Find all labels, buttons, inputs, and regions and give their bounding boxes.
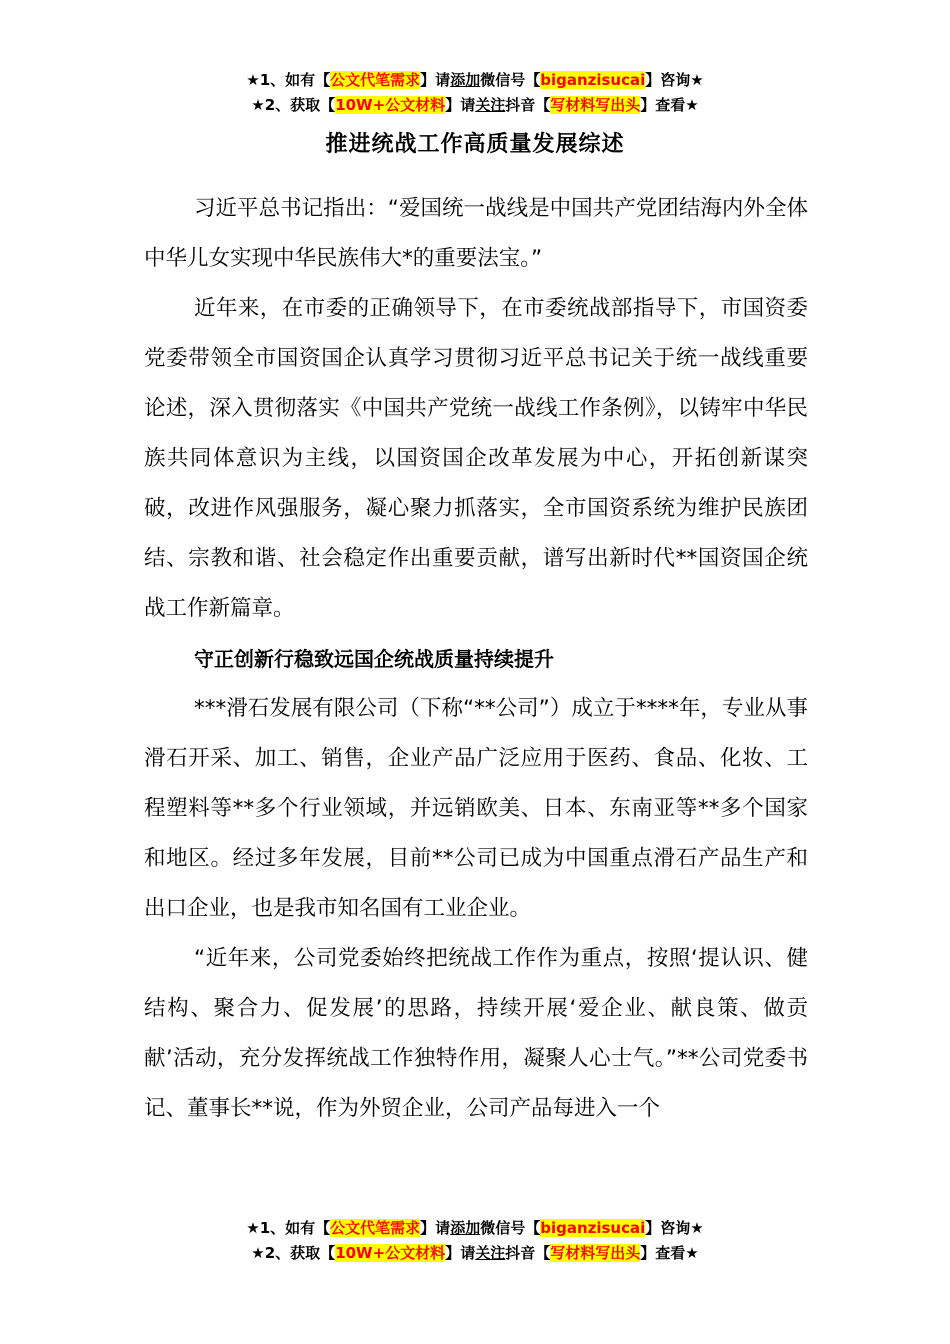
banner-highlight: biganzisucai <box>540 71 646 89</box>
banner-line-1 <box>0 68 950 93</box>
banner-line-1 <box>0 1216 950 1241</box>
banner-underlined-text: 添加 <box>450 71 481 89</box>
banner-text: 抖音【 <box>505 1244 551 1262</box>
banner-highlight: 10W+公文材料 <box>335 96 446 114</box>
footer-banner <box>0 1216 950 1266</box>
banner-text: 微信号【 <box>480 1219 541 1237</box>
banner-text: 】请 <box>420 1219 451 1237</box>
banner-text: 】请 <box>445 96 476 114</box>
banner-highlight: 写材料写出头 <box>550 1244 641 1262</box>
banner-highlight: 公文代笔需求 <box>330 1219 421 1237</box>
section-heading: 守正创新行稳致远国企统战质量持续提升 <box>194 647 554 671</box>
banner-underlined-text: 关注 <box>475 96 506 114</box>
banner-text: 】请 <box>445 1244 476 1262</box>
banner-text: ★2、获取【 <box>251 1244 336 1262</box>
banner-highlight: biganzisucai <box>540 1219 646 1237</box>
banner-text: 】请 <box>420 71 451 89</box>
banner-underlined-text: 关注 <box>475 1244 506 1262</box>
document-body <box>144 184 808 1134</box>
banner-text: 】咨询★ <box>645 71 704 89</box>
banner-highlight: 公文代笔需求 <box>330 71 421 89</box>
banner-text: 微信号【 <box>480 71 541 89</box>
body-paragraph: 近年来，在市委的正确领导下，在市委统战部指导下，市国资委党委带领全市国资国企认真学习贯彻习近平总书记关于统一战线重要论述，深入贯彻落实《中国共产党统一战线工作条例》，以铸牢中华民族共同体意识为主线，以国资国企改革发展为中心，开拓创新谋突破，改进作风强服务，凝心聚力抓落实，全市国资系统为维护民族团结、宗教和谐、社会稳定作出重要贡献，谱写出新时代**国资国企统战工作新篇章。 <box>144 296 808 621</box>
banner-line-2 <box>0 1241 950 1266</box>
banner-text: 】查看★ <box>640 96 699 114</box>
banner-text: ★1、如有【 <box>246 1219 331 1237</box>
banner-underlined-text: 添加 <box>450 1219 481 1237</box>
body-paragraph: “近年来，公司党委始终把统战工作作为重点，按照‘提认识、健结构、聚合力、促发展’的思路，持续开展‘爱企业、献良策、做贡献’活动，充分发挥统战工作独特作用，凝聚人心士气。”**公司党委书记、董事长**说，作为外贸企业，公司产品每进入一个 <box>144 946 808 1121</box>
banner-highlight: 10W+公文材料 <box>335 1244 446 1262</box>
banner-text: 】查看★ <box>640 1244 699 1262</box>
banner-text: 抖音【 <box>505 96 551 114</box>
document-title: 推进统战工作高质量发展综述 <box>325 132 625 157</box>
banner-line-2 <box>0 93 950 118</box>
header-banner <box>0 68 950 118</box>
banner-text: ★1、如有【 <box>246 71 331 89</box>
banner-text: 】咨询★ <box>645 1219 704 1237</box>
banner-highlight: 写材料写出头 <box>550 96 641 114</box>
body-paragraph: 习近平总书记指出：“爱国统一战线是中国共产党团结海内外全体中华儿女实现中华民族伟大*的重要法宝。” <box>144 196 808 271</box>
banner-text: ★2、获取【 <box>251 96 336 114</box>
body-paragraph: ***滑石发展有限公司（下称“**公司”）成立于****年，专业从事滑石开采、加工、销售，企业产品广泛应用于医药、食品、化妆、工程塑料等**多个行业领域，并远销欧美、日本、东南亚等**多个国家和地区。经过多年发展，目前**公司已成为中国重点滑石产品生产和出口企业，也是我市知名国有工业企业。 <box>144 696 808 921</box>
